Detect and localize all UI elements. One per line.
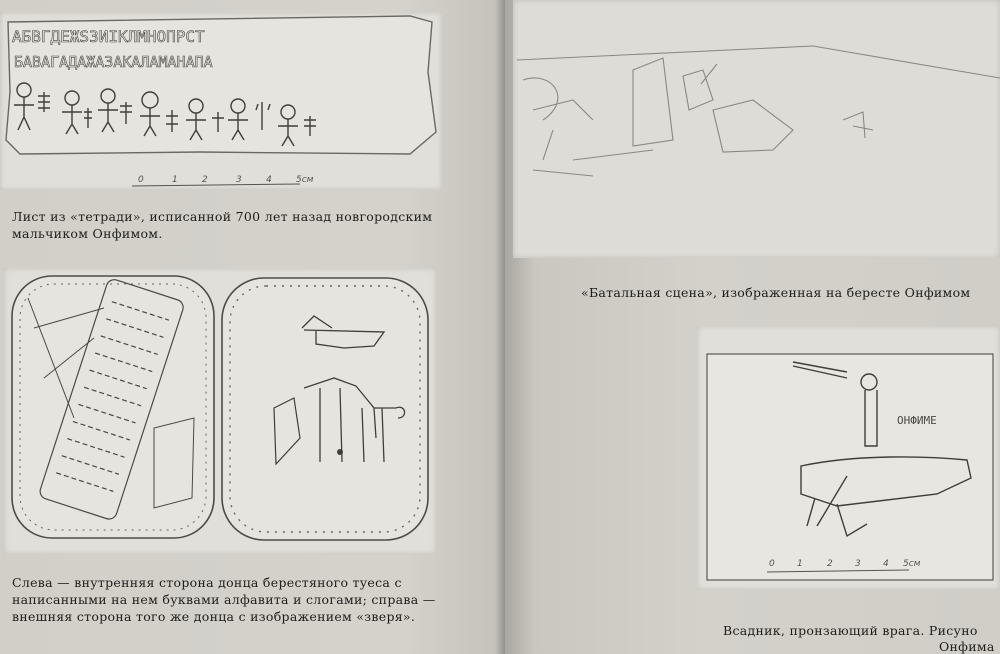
svg-text:5см: 5см (296, 175, 314, 185)
svg-text:2: 2 (827, 559, 833, 569)
battle-scene-drawing (513, 0, 1000, 258)
figure2-caption: Слева — внутренняя сторона донца берестяного туеса с написанными на нем буквами алфавита и слогами; справа — внешняя сторона того же донца с изображением «зверя». (12, 575, 436, 624)
figure1-caption: Лист из «тетради», исписанной 700 лет назад новгородским мальчиком Онфимом. (12, 209, 433, 241)
inner-side-drawing (12, 276, 214, 538)
svg-text:4: 4 (883, 559, 889, 569)
horseman-figure (697, 326, 1000, 590)
svg-text:0: 0 (138, 175, 144, 185)
birchbark-sheet-drawing (0, 12, 442, 190)
scale-bar (132, 175, 314, 186)
right-page (505, 0, 1000, 654)
figure4-caption: Всадник, пронзающий врага. Рисуно (723, 623, 978, 638)
svg-text:3: 3 (855, 559, 861, 569)
alphabet-line-2: БАВАГАДАЖАЗАКАЛАМАНАПА (14, 53, 213, 71)
tues-bottom-drawing (4, 268, 436, 554)
alphabet-line-1: АБВГДЕЖЅЗИІКЛМНОПРСТ (12, 27, 205, 46)
birchbark-sheet-figure (0, 12, 442, 190)
svg-text:2: 2 (202, 175, 208, 185)
svg-text:3: 3 (236, 175, 242, 185)
svg-text:0: 0 (769, 559, 775, 569)
svg-text:1: 1 (172, 175, 178, 185)
onfim-inscription: ОНФИМЕ (897, 414, 937, 427)
figure3-caption: «Батальная сцена», изображенная на бересте Онфимом (581, 285, 971, 300)
svg-text:5см: 5см (903, 559, 921, 569)
svg-text:4: 4 (266, 175, 272, 185)
svg-text:1: 1 (797, 559, 803, 569)
outer-side-beast-drawing (222, 278, 428, 540)
battle-scene-figure (513, 0, 1000, 258)
tues-bottom-figure (4, 268, 436, 554)
figure4-caption-line2: Онфима (939, 639, 995, 654)
horseman-drawing (697, 326, 1000, 590)
